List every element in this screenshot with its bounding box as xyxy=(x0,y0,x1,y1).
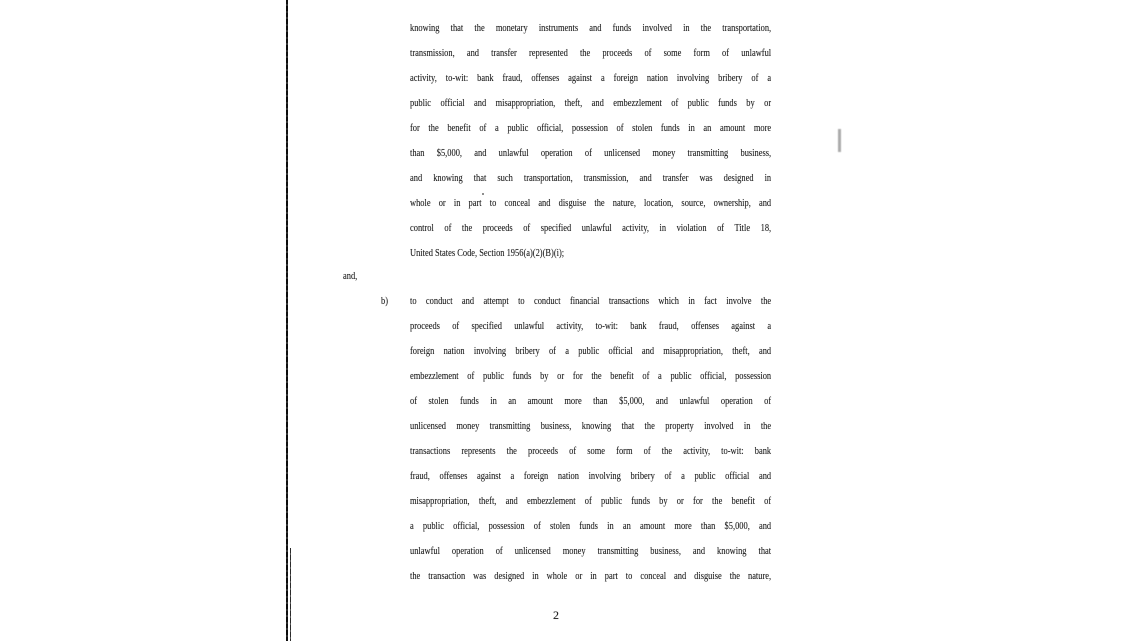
item-b-paragraph xyxy=(410,289,771,589)
text-line: a public official, possession of stolen funds in an amount more than $5,000, and xyxy=(410,520,772,532)
text-line: unlicensed money transmitting business, knowing that the property involved in the xyxy=(410,420,772,432)
page-left-edge-scan-line-secondary xyxy=(290,548,291,641)
text-line: foreign nation involving bribery of a public official and misappropriation, theft, and xyxy=(410,345,772,357)
item-b-label: b) xyxy=(381,295,389,307)
text-line: public official and misappropriation, theft, and embezzlement of public funds by or xyxy=(410,97,772,109)
page-number: 2 xyxy=(553,608,559,622)
connector-and: and, xyxy=(343,270,358,282)
text-line: unlawful operation of unlicensed money transmitting business, and knowing that xyxy=(410,545,772,557)
text-line: for the benefit of a public official, possession of stolen funds in an amount more xyxy=(410,122,772,134)
text-line: activity, to-wit: bank fraud, offenses against a foreign nation involving bribery of a xyxy=(410,72,772,84)
text-line: fraud, offenses against a foreign nation involving bribery of a public official and xyxy=(410,470,772,482)
text-line: United States Code, Section 1956(a)(2)(B)(i); xyxy=(410,247,565,259)
text-line: whole or in part to conceal and disguise the nature, location, source, ownership, and xyxy=(410,197,772,209)
text-line: the transaction was designed in whole or in part to conceal and disguise the nature, xyxy=(410,570,772,582)
page-left-edge-scan-line xyxy=(286,0,288,641)
text-line: transactions represents the proceeds of some form of the activity, to-wit: bank xyxy=(410,445,772,457)
text-line: knowing that the monetary instruments and funds involved in the transportation, xyxy=(410,22,772,34)
text-line: and knowing that such transportation, transmission, and transfer was designed in xyxy=(410,172,772,184)
scan-artifact-mark xyxy=(838,129,841,152)
text-line: transmission, and transfer represented the proceeds of some form of unlawful xyxy=(410,47,772,59)
text-line: than $5,000, and unlawful operation of unlicensed money transmitting business, xyxy=(410,147,772,159)
text-line: of stolen funds in an amount more than $5,000, and unlawful operation of xyxy=(410,395,772,407)
item-a-continuation-paragraph xyxy=(410,16,771,266)
text-line: proceeds of specified unlawful activity, to-wit: bank fraud, offenses against a xyxy=(410,320,772,332)
text-line: control of the proceeds of specified unlawful activity, in violation of Title 18, xyxy=(410,222,772,234)
text-line: embezzlement of public funds by or for the benefit of a public official, possession xyxy=(410,370,772,382)
text-line: to conduct and attempt to conduct financial transactions which in fact involve the xyxy=(410,295,772,307)
text-line: misappropriation, theft, and embezzlement of public funds by or for the benefit of xyxy=(410,495,772,507)
